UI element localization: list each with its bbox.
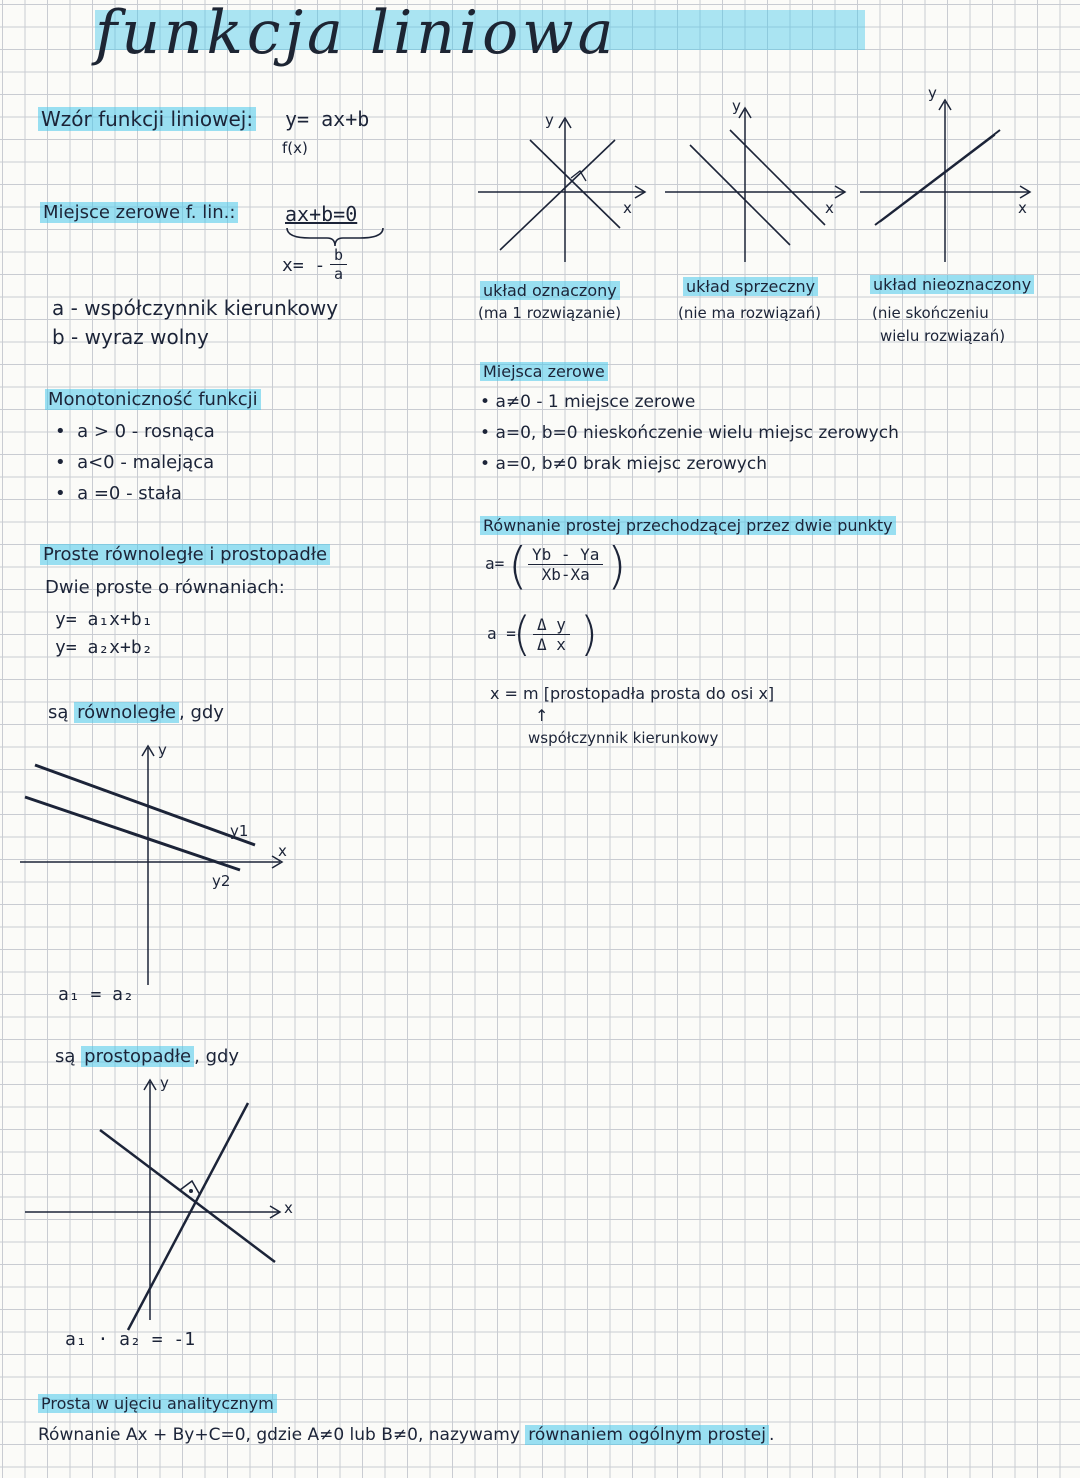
parallel-x-label: x [278,842,287,860]
zeros-item: • a≠0 - 1 miejsce zerowe [480,392,696,412]
a-description: a - współczynnik kierunkowy [52,296,339,320]
system-indeterminate: układ nieoznaczony [870,276,1034,294]
y1-label: y1 [230,822,249,840]
two-points-paren-left-2: ( [513,607,531,661]
b-description: b - wyraz wolny [52,325,209,349]
monotonicity-item: • a > 0 - rosnąca [55,421,215,442]
coef-arrow: ↑ [535,706,549,725]
two-points-fraction [528,545,603,584]
formula-label: Wzór funkcji liniowej: [38,108,256,131]
line-equation-1: y= a₁x+b₁ [55,609,153,630]
zeros-heading: Miejsca zerowe [480,363,608,381]
graph3-y-label: y [928,84,937,102]
zeros-item: • a=0, b=0 nieskończenie wielu miejsc zerowych [480,423,899,443]
system-inconsistent: układ sprzeczny [683,278,818,296]
zero-label: Miejsce zerowe f. lin.: [40,203,238,224]
parallel-phrase: są równoległe , gdy [48,702,224,723]
perpendicular-condition: a₁ · a₂ = -1 [65,1329,196,1350]
parallel-y-label: y [158,741,167,759]
two-points-delta-fraction [533,615,570,654]
two-points-num: Yb - Ya [528,545,603,565]
vertical-line-note: x = m [prostopadła prosta do osi x] [490,684,775,703]
system-determined-note: (ma 1 rozwiązanie) [478,304,622,322]
two-points-den: Xb-Xa [541,565,590,584]
two-points-a-eq: a= [485,554,505,573]
graph3-x-label: x [1018,199,1027,217]
graph1-x-label: x [623,199,632,217]
system-determined: układ oznaczony [480,282,620,300]
formula-equation: y= ax+b [285,107,370,131]
two-points-delta-den: Δ x [537,635,566,654]
system-indeterminate-note-2: wielu rozwiązań) [880,327,1006,345]
system-inconsistent-note: (nie ma rozwiązań) [678,304,822,322]
zero-frac-num: b [330,246,347,265]
zero-x-lhs: x= - [282,255,326,276]
monotonicity-heading: Monotoniczność funkcji [45,390,261,411]
monotonicity-item: • a<0 - malejąca [55,452,215,473]
graph2-x-label: x [825,199,834,217]
two-points-delta-num: Δ y [533,615,570,635]
two-points-heading: Równanie prostej przechodzącej przez dwie punkty [480,517,896,535]
lines-heading: Proste równoległe i prostopadłe [40,545,330,566]
perpendicular-phrase: są prostopadłe , gdy [55,1046,240,1067]
graph1-y-label: y [545,111,554,129]
analytic-sentence: Równanie Ax + By+C=0, gdzie A≠0 lub B≠0, nazywamy równaniem ogólnym prostej . [38,1425,775,1445]
y2-label: y2 [212,872,231,890]
graph2-y-label: y [732,97,741,115]
zero-frac-den: a [334,265,344,283]
system-indeterminate-note-1: (nie skończeniu [872,304,989,322]
zero-equation: ax+b=0 [285,202,358,226]
lines-intro: Dwie proste o równaniach: [45,577,285,598]
formula-fx: f(x) [282,139,308,157]
page-title: funkcja liniowa [95,0,618,68]
two-points-paren-right-2: ) [580,607,598,661]
line-equation-2: y= a₂x+b₂ [55,637,153,658]
analytic-heading: Prosta w ujęciu analitycznym [38,1395,277,1413]
parallel-condition: a₁ = a₂ [58,984,134,1005]
monotonicity-item: • a =0 - stała [55,483,182,504]
coef-note: współczynnik kierunkowy [528,729,719,747]
perp-y-label: y [160,1074,169,1092]
two-points-paren-left: ( [508,537,528,595]
zeros-item: • a=0, b≠0 brak miejsc zerowych [480,454,767,474]
two-points-paren-right: ) [607,537,627,595]
perp-x-label: x [284,1199,293,1217]
two-points-a-eq2: a = [487,624,516,643]
